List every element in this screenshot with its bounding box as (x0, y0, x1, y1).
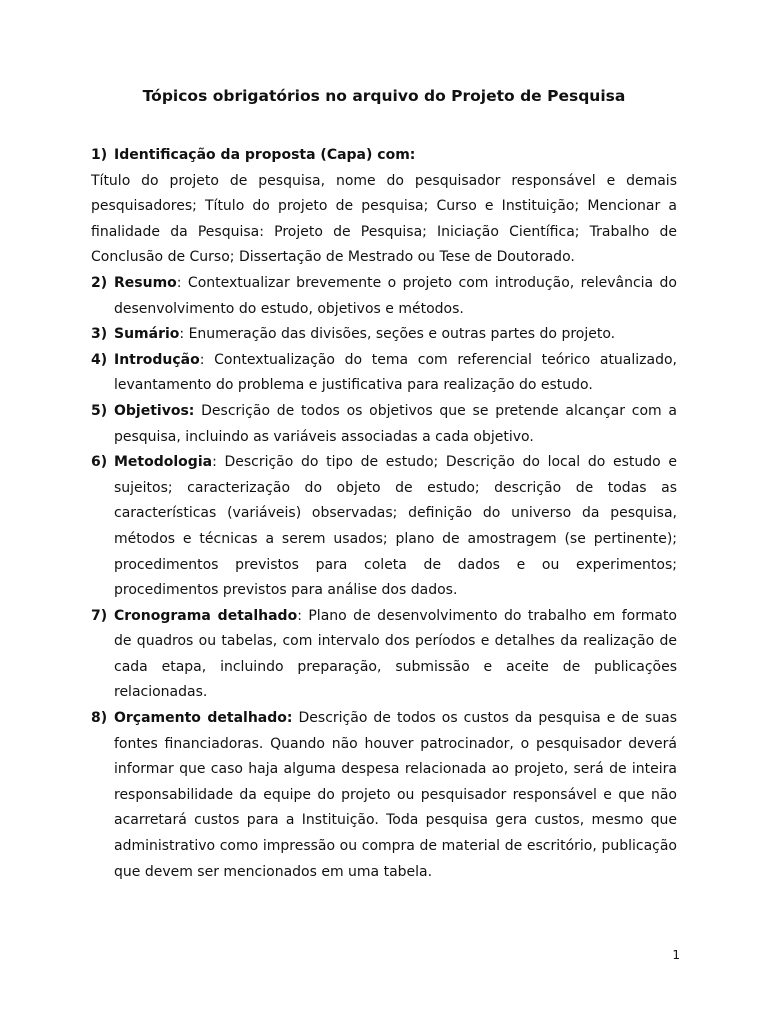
list-item-sumario (91, 322, 677, 348)
item-text: Descrição de todos os objetivos que se pretende alcançar com a pesquisa, incluindo as variáveis associadas a cada objetivo. (114, 402, 677, 445)
item-text: : Plano de desenvolvimento do trabalho em formato de quadros ou tabelas, com intervalo dos períodos e detalhes da realização de cada etapa, incluindo preparação, submissão e aceite de publicações relacionadas. (114, 607, 677, 701)
list-item-cronograma (91, 604, 677, 706)
section-heading-identificacao (91, 143, 677, 169)
item-label: Cronograma detalhado (114, 607, 298, 624)
section-body-identificacao: Título do projeto de pesquisa, nome do pesquisador responsável e demais pesquisadores; Título do projeto de pesquisa; Curso e Instituição; Mencionar a finalidade da Pesquisa: Projeto de Pesquisa; Iniciação Científica; Trabalho de Conclusão de Curso; Dissertação de Mestrado ou Tese de Doutorado. (91, 172, 677, 266)
item-text: : Contextualizar brevemente o projeto com introdução, relevância do desenvolvimento do estudo, objetivos e métodos. (114, 274, 677, 317)
list-item-orcamento (91, 706, 677, 885)
item-text: : Descrição do tipo de estudo; Descrição do local do estudo e sujeitos; caracterização do objeto de estudo; descrição de todas as características (variáveis) observadas; definição do universo da pesquisa, métodos e técnicas a serem usados; plano de amostragem (se pertinente); procedimentos previstos para coleta de dados e ou experimentos; procedimentos previstos para análise dos dados. (114, 454, 677, 599)
list-item-resumo (91, 271, 677, 322)
item-text: : Enumeração das divisões, seções e outras partes do projeto. (179, 326, 616, 343)
item-label: Metodologia (114, 454, 213, 471)
item-text: Descrição de todos os custos da pesquisa e de suas fontes financiadoras. Quando não houver patrocinador, o pesquisador deverá informar que caso haja alguma despesa relacionada ao projeto, será de inteira responsabilidade da equipe do projeto ou pesquisador responsável e que não acarretará custos para a Instituição. Toda pesquisa gera custos, mesmo que administrativo como impressão ou compra de material de escritório, publicação que devem ser mencionados em uma tabela. (114, 710, 677, 880)
item-number: 6) (91, 454, 108, 471)
item-text: : Contextualização do tema com referencial teórico atualizado, levantamento do problema e justificativa para realização do estudo. (114, 351, 677, 394)
document-title: Tópicos obrigatórios no arquivo do Projeto de Pesquisa (142, 87, 626, 105)
section-heading-text: Identificação da proposta (Capa) com: (114, 147, 416, 163)
item-number: 4) (91, 351, 108, 368)
item-label: Orçamento detalhado: (114, 710, 293, 727)
item-number: 7) (91, 607, 108, 624)
item-label: Resumo (114, 274, 177, 291)
list-item-metodologia (91, 450, 677, 604)
list-item-introducao (91, 348, 677, 399)
item-number: 2) (91, 274, 108, 291)
item-label: Introdução (114, 351, 200, 368)
item-label: Sumário (114, 326, 180, 343)
list-item-objetivos (91, 399, 677, 450)
item-number: 5) (91, 402, 108, 419)
page-number: 1 (672, 948, 680, 962)
document-content (91, 143, 677, 885)
item-number: 3) (91, 326, 108, 343)
item-number: 8) (91, 710, 108, 727)
section-number: 1) (91, 147, 108, 163)
item-label: Objetivos: (114, 402, 195, 419)
